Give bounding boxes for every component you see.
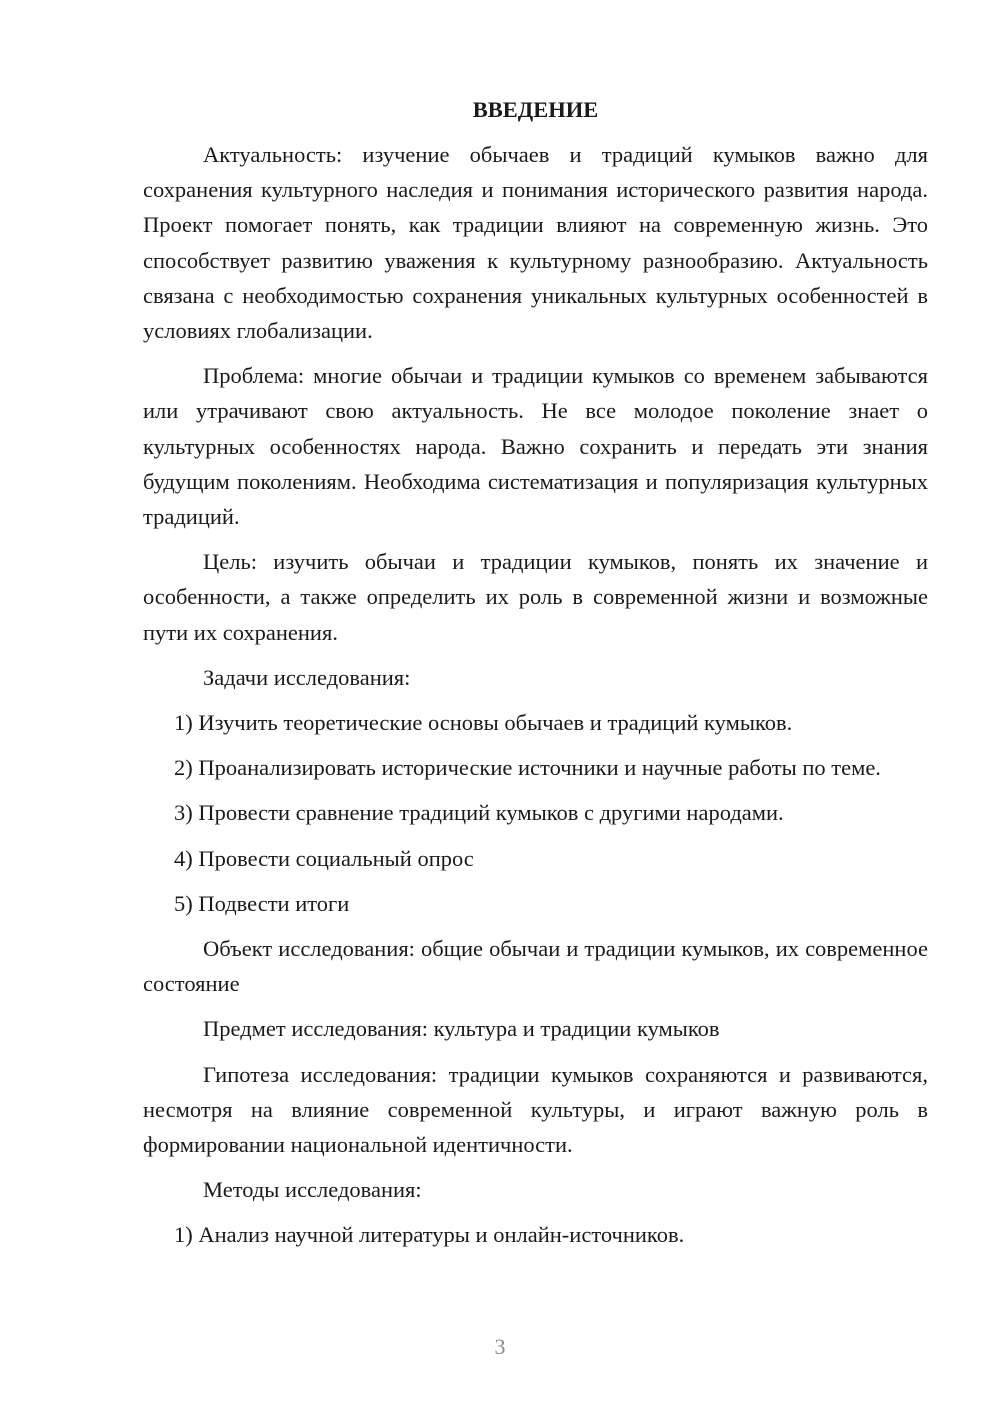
- list-item: 4) Провести социальный опрос: [174, 845, 474, 871]
- paragraph-problem: Проблема: многие обычаи и традиции кумыков со временем забываются или утрачивают свою актуальность. Не все молодое поколение знает о культурных особенностях народа. Важно сохранить и передать эти знания будущим поколениям. Необходима систематизация и популяризация культурных традиций.: [143, 363, 928, 530]
- paragraph-relevance: Актуальность: изучение обычаев и традиций кумыков важно для сохранения культурного наследия и понимания исторического развития народа. Проект помогает понять, как традиции влияют на современную жизнь. Это способствует развитию уважения к культурному разнообразию. Актуальность связана с необходимостью сохранения уникальных культурных особенностей в условиях глобализации.: [143, 142, 928, 344]
- page-content: [143, 92, 928, 1263]
- paragraph-hypothesis: Гипотеза исследования: традиции кумыков сохраняются и развиваются, несмотря на влияние современной культуры, и играют важную роль в формировании национальной идентичности.: [143, 1061, 928, 1158]
- list-item: 1) Изучить теоретические основы обычаев и традиций кумыков.: [174, 710, 793, 736]
- section-title: ВВЕДЕНИЕ: [472, 97, 599, 122]
- list-item: 3) Провести сравнение традиций кумыков с другими народами.: [174, 800, 784, 826]
- paragraph-object: Объект исследования: общие обычаи и традиции кумыков, их современное состояние: [143, 936, 928, 997]
- paragraph-goal: Цель: изучить обычаи и традиции кумыков, понять их значение и особенности, а также определить их роль в современной жизни и возможные пути их сохранения.: [143, 549, 928, 645]
- paragraph-subject: Предмет исследования: культура и традиции кумыков: [203, 1016, 720, 1042]
- page-number: 3: [494, 1334, 506, 1359]
- list-item: 1) Анализ научной литературы и онлайн-источников.: [174, 1222, 685, 1248]
- list-item: 2) Проанализировать исторические источники и научные работы по теме.: [174, 755, 881, 781]
- list-item: 5) Подвести итоги: [174, 890, 350, 916]
- paragraph-methods-heading: Методы исследования:: [203, 1177, 422, 1203]
- paragraph-tasks-heading: Задачи исследования:: [203, 664, 411, 690]
